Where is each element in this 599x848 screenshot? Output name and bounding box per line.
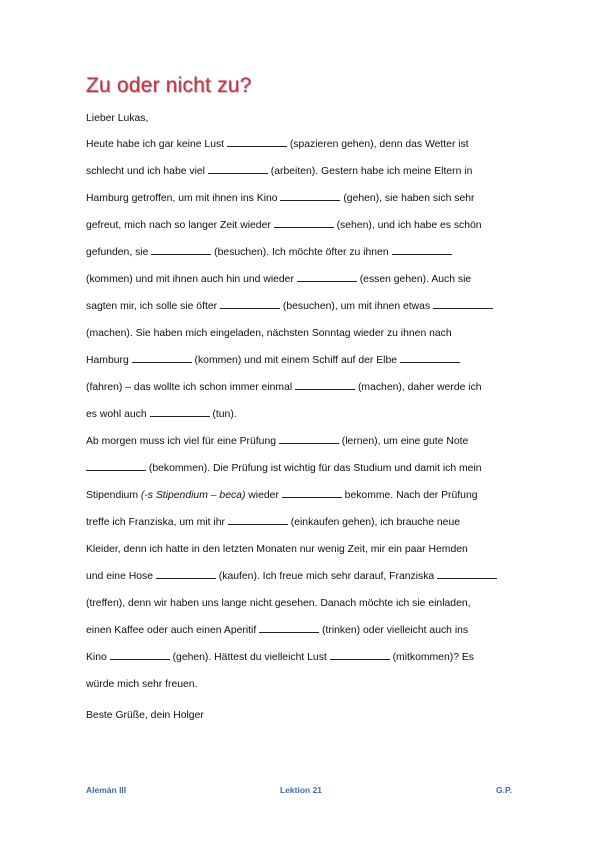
footer-initials: G.P. xyxy=(496,785,512,795)
fill-in-blank[interactable] xyxy=(220,299,280,309)
text-line xyxy=(86,649,526,676)
text-line xyxy=(86,190,526,217)
text-line xyxy=(86,595,526,622)
vocab-note: (-s Stipendium – beca) xyxy=(140,490,246,501)
text-segment: (essen gehen). Auch sie xyxy=(356,274,472,285)
text-segment: (bekommen). Die Prüfung ist wichtig für das Studium und damit ich mein xyxy=(146,463,482,474)
footer-course: Alemán III xyxy=(86,785,127,795)
text-line xyxy=(86,406,526,425)
text-segment: (kaufen). Ich freue mich sehr darauf, Franziska xyxy=(215,571,438,582)
text-segment: Hamburg getroffen, um mit ihnen ins Kino xyxy=(86,193,281,204)
text-line xyxy=(86,163,526,190)
text-line xyxy=(86,541,526,568)
text-segment: Hamburg xyxy=(86,355,132,366)
fill-in-blank[interactable] xyxy=(400,353,460,363)
text-segment: Kino xyxy=(86,652,110,663)
fill-in-blank[interactable] xyxy=(279,434,339,444)
fill-in-blank[interactable] xyxy=(227,137,287,147)
text-segment: (arbeiten). Gestern habe ich meine Eltern in xyxy=(267,166,473,177)
fill-in-blank[interactable] xyxy=(228,515,288,525)
fill-in-blank[interactable] xyxy=(433,299,493,309)
worksheet-title: Zu oder nicht zu? xyxy=(86,74,252,97)
text-segment: (machen). Sie haben mich eingeladen, nächsten Sonntag wieder zu ihnen nach xyxy=(86,328,452,339)
text-line xyxy=(86,568,526,595)
letter-paragraphs xyxy=(86,136,526,695)
text-segment: (besuchen). Ich möchte öfter zu ihnen xyxy=(211,247,392,258)
text-segment: Kleider, denn ich hatte in den letzten Monaten nur wenig Zeit, mir ein paar Hemden xyxy=(86,544,468,555)
fill-in-blank[interactable] xyxy=(282,488,342,498)
text-line xyxy=(86,298,526,325)
fill-in-blank[interactable] xyxy=(150,407,210,417)
fill-in-blank[interactable] xyxy=(392,245,452,255)
fill-in-blank[interactable] xyxy=(86,461,146,471)
text-segment: (einkaufen gehen), ich brauche neue xyxy=(287,517,461,528)
text-segment: (lernen), um eine gute Note xyxy=(338,436,469,447)
text-line xyxy=(86,487,526,514)
text-segment: Heute habe ich gar keine Lust xyxy=(86,139,227,150)
text-segment: und eine Hose xyxy=(86,571,156,582)
text-segment: bekomme. Nach der Prüfung xyxy=(341,490,478,501)
text-line xyxy=(86,352,526,379)
text-segment: Stipendium xyxy=(86,490,141,501)
text-segment: (tun). xyxy=(209,409,237,420)
paragraph xyxy=(86,433,526,695)
fill-in-blank[interactable] xyxy=(330,650,390,660)
fill-in-blank[interactable] xyxy=(156,569,216,579)
text-segment: (gehen). Hättest du vielleicht Lust xyxy=(169,652,330,663)
text-line xyxy=(86,136,526,163)
text-segment: (spazieren gehen), denn das Wetter ist xyxy=(286,139,469,150)
text-segment: (sehen), und ich habe es schön xyxy=(333,220,482,231)
fill-in-blank[interactable] xyxy=(437,569,497,579)
fill-in-blank[interactable] xyxy=(259,623,319,633)
text-segment: (kommen) und mit ihnen auch hin und wieder xyxy=(86,274,297,285)
text-segment: wieder xyxy=(245,490,282,501)
text-segment: es wohl auch xyxy=(86,409,150,420)
greeting: Lieber Lukas, xyxy=(86,113,149,124)
text-line xyxy=(86,676,526,695)
closing: Beste Grüße, dein Holger xyxy=(86,710,204,721)
fill-in-blank[interactable] xyxy=(110,650,170,660)
text-segment: (treffen), denn wir haben uns lange nicht gesehen. Danach möchte ich sie einladen, xyxy=(86,598,471,609)
text-segment: (machen), daher werde ich xyxy=(355,382,482,393)
paragraph xyxy=(86,136,526,425)
text-segment: (besuchen), um mit ihnen etwas xyxy=(279,301,434,312)
footer-lesson: Lektion 21 xyxy=(280,785,323,795)
fill-in-blank[interactable] xyxy=(295,380,355,390)
text-segment: (trinken) oder vielleicht auch ins xyxy=(319,625,469,636)
letter-body xyxy=(86,110,526,724)
text-segment: (fahren) – das wollte ich schon immer einmal xyxy=(86,382,296,393)
text-line xyxy=(86,271,526,298)
text-line xyxy=(86,433,526,460)
text-line xyxy=(86,622,526,649)
fill-in-blank[interactable] xyxy=(297,272,357,282)
fill-in-blank[interactable] xyxy=(280,191,340,201)
text-segment: würde mich sehr freuen. xyxy=(86,679,198,690)
text-segment: Ab morgen muss ich viel für eine Prüfung xyxy=(86,436,279,447)
text-segment: (mitkommen)? Es xyxy=(389,652,474,663)
text-segment: treffe ich Franziska, um mit ihr xyxy=(86,517,228,528)
text-segment: gefreut, mich nach so langer Zeit wieder xyxy=(86,220,274,231)
fill-in-blank[interactable] xyxy=(132,353,192,363)
text-line xyxy=(86,244,526,271)
text-line xyxy=(86,514,526,541)
text-segment: einen Kaffee oder auch einen Aperitif xyxy=(86,625,260,636)
text-line xyxy=(86,379,526,406)
text-segment: (kommen) und mit einem Schiff auf der Elbe xyxy=(191,355,400,366)
text-segment: sagten mir, ich solle sie öfter xyxy=(86,301,220,312)
text-segment: gefunden, sie xyxy=(86,247,152,258)
fill-in-blank[interactable] xyxy=(151,245,211,255)
text-line xyxy=(86,325,526,352)
fill-in-blank[interactable] xyxy=(274,218,334,228)
fill-in-blank[interactable] xyxy=(208,164,268,174)
text-segment: (gehen), sie haben sich sehr xyxy=(340,193,475,204)
text-line xyxy=(86,217,526,244)
text-line xyxy=(86,460,526,487)
text-segment: schlecht und ich habe viel xyxy=(86,166,208,177)
